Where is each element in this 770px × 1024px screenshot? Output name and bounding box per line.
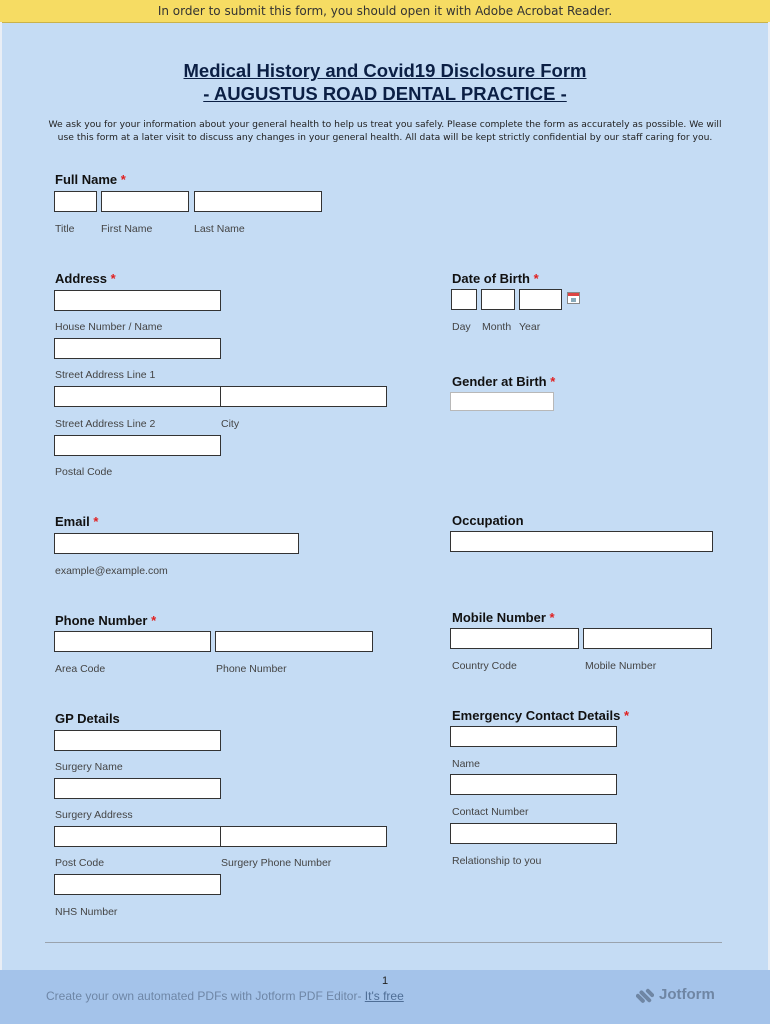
post-code-sublabel: Post Code	[55, 857, 105, 869]
phone-number-sublabel: Phone Number	[216, 663, 287, 675]
mobile-number-field[interactable]	[583, 628, 712, 649]
address-label: Address *	[55, 271, 116, 286]
email-field[interactable]	[54, 533, 299, 554]
mobile-number-sublabel: Mobile Number	[585, 660, 657, 672]
city-field[interactable]	[220, 386, 387, 407]
acrobat-banner: In order to submit this form, you should open it with Adobe Acrobat Reader.	[0, 0, 770, 23]
required-mark: *	[120, 172, 126, 187]
email-example: example@example.com	[55, 565, 168, 577]
form-intro: We ask you for your information about your general health to help us treat you safely. Please complete the form as accurately as possible. We will use this form at a later visit to discuss any changes in your general health. All data will be kept strictly confidential by our staff caring for you.	[48, 119, 722, 143]
area-code-sublabel: Area Code	[55, 663, 106, 675]
house-number-field[interactable]	[54, 290, 221, 311]
required-mark: *	[110, 271, 116, 286]
promo-link[interactable]: It's free	[364, 989, 404, 1003]
area-code-field[interactable]	[54, 631, 211, 652]
mobile-label: Mobile Number *	[452, 610, 555, 625]
form-subtitle: - AUGUSTUS ROAD DENTAL PRACTICE -	[203, 83, 567, 104]
emergency-contact-label: Emergency Contact Details *	[452, 708, 630, 723]
emergency-name-field[interactable]	[450, 726, 617, 747]
postal-code-field[interactable]	[54, 435, 221, 456]
gender-label: Gender at Birth *	[452, 374, 556, 389]
required-mark: *	[151, 613, 157, 628]
gp-details-label: GP Details	[55, 711, 120, 726]
page-number: 1	[381, 975, 389, 987]
page-edge-left	[0, 22, 2, 1024]
phone-label: Phone Number *	[55, 613, 157, 628]
house-number-sublabel: House Number / Name	[55, 321, 163, 333]
dob-year-field[interactable]	[519, 289, 562, 310]
nhs-number-field[interactable]	[54, 874, 221, 895]
required-mark: *	[550, 374, 556, 389]
country-code-sublabel: Country Code	[452, 660, 517, 672]
footer-promo: Create your own automated PDFs with Jotform PDF Editor- It's free	[46, 989, 404, 1003]
surgery-address-sublabel: Surgery Address	[55, 809, 133, 821]
occupation-field[interactable]	[450, 531, 713, 552]
street-line2-sublabel: Street Address Line 2	[55, 418, 156, 430]
dob-year-sublabel: Year	[519, 321, 541, 333]
surgery-name-field[interactable]	[54, 730, 221, 751]
required-mark: *	[93, 514, 99, 529]
last-name-sublabel: Last Name	[194, 223, 245, 235]
dob-day-sublabel: Day	[452, 321, 471, 333]
full-name-label: Full Name *	[55, 172, 126, 187]
jotform-logo-text: Jotform	[659, 986, 715, 1003]
required-mark: *	[549, 610, 555, 625]
street-line1-sublabel: Street Address Line 1	[55, 369, 156, 381]
title-field[interactable]	[54, 191, 97, 212]
emergency-contact-number-sublabel: Contact Number	[452, 806, 529, 818]
jotform-logo-icon	[636, 987, 654, 1005]
phone-number-field[interactable]	[215, 631, 373, 652]
dob-month-field[interactable]	[481, 289, 515, 310]
required-mark: *	[533, 271, 539, 286]
emergency-name-sublabel: Name	[452, 758, 481, 770]
form-title: Medical History and Covid19 Disclosure Form	[183, 60, 587, 81]
country-code-field[interactable]	[450, 628, 579, 649]
surgery-name-sublabel: Surgery Name	[55, 761, 123, 773]
footer-divider	[45, 942, 722, 943]
calendar-icon[interactable]	[567, 292, 580, 304]
dob-day-field[interactable]	[451, 289, 477, 310]
emergency-contact-number-field[interactable]	[450, 774, 617, 795]
emergency-relationship-field[interactable]	[450, 823, 617, 844]
post-code-field[interactable]	[54, 826, 221, 847]
last-name-field[interactable]	[194, 191, 322, 212]
occupation-label: Occupation	[452, 513, 524, 528]
city-sublabel: City	[221, 418, 240, 430]
email-label: Email *	[55, 514, 99, 529]
nhs-number-sublabel: NHS Number	[55, 906, 118, 918]
emergency-relationship-sublabel: Relationship to you	[452, 855, 542, 867]
surgery-address-field[interactable]	[54, 778, 221, 799]
postal-code-sublabel: Postal Code	[55, 466, 113, 478]
street-line1-field[interactable]	[54, 338, 221, 359]
surgery-phone-field[interactable]	[220, 826, 387, 847]
required-mark: *	[623, 708, 630, 723]
surgery-phone-sublabel: Surgery Phone Number	[221, 857, 332, 869]
title-sublabel: Title	[55, 223, 75, 235]
street-line2-field[interactable]	[54, 386, 221, 407]
first-name-field[interactable]	[101, 191, 189, 212]
dob-month-sublabel: Month	[482, 321, 512, 333]
dob-label: Date of Birth *	[452, 271, 539, 286]
gender-select[interactable]	[450, 392, 554, 411]
first-name-sublabel: First Name	[101, 223, 153, 235]
